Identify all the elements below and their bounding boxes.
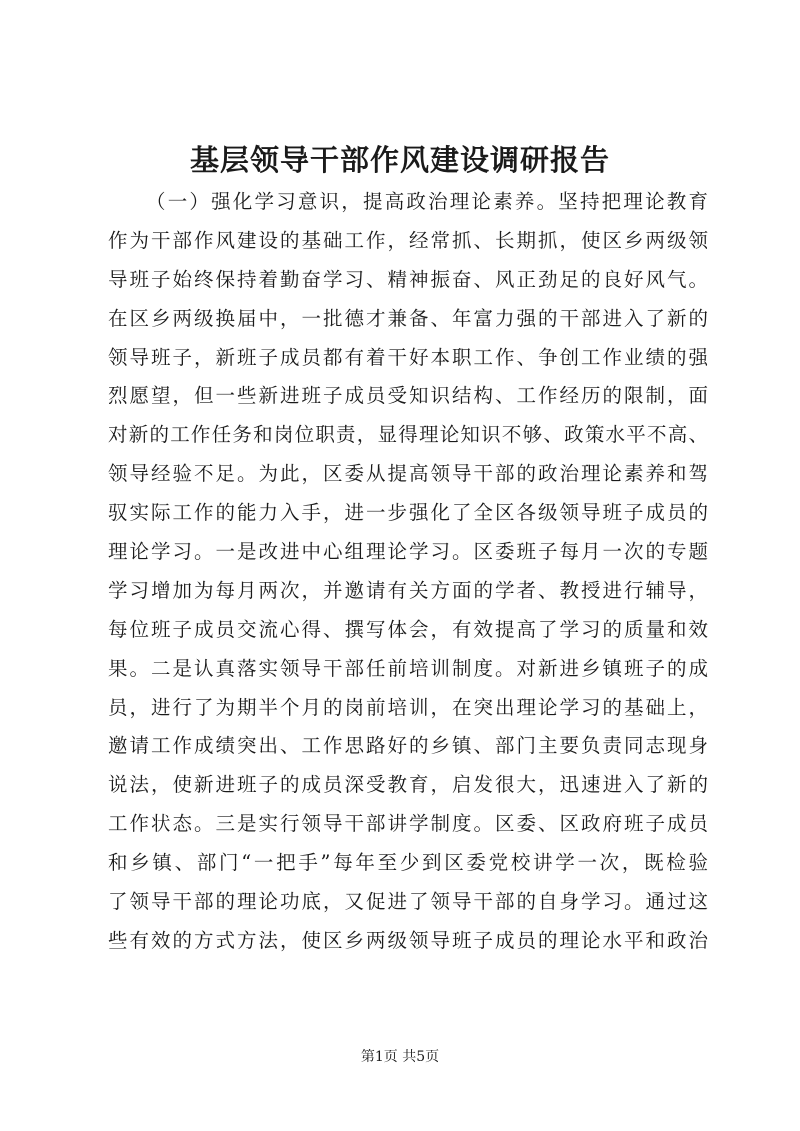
text-line: 烈愿望，但一些新进班子成员受知识结构、工作经历的限制，面 — [108, 384, 708, 408]
text-line: 学习增加为每月两次，并邀请有关方面的学者、教授进行辅导， — [108, 578, 708, 602]
document-title: 基层领导干部作风建设调研报告 — [189, 143, 610, 177]
text-line: 驭实际工作的能力入手，进一步强化了全区各级领导班子成员的 — [108, 501, 708, 525]
page-number-footer: 第1页 共5页 — [360, 1049, 440, 1065]
text-line: （一）强化学习意识，提高政治理论素养。坚持把理论教育 — [146, 190, 708, 213]
text-line: 和乡镇、部门“一把手”每年至少到区委党校讲学一次，既检验 — [108, 851, 708, 875]
text-line: 工作状态。三是实行领导干部讲学制度。区委、区政府班子成员 — [108, 812, 708, 836]
text-line: 领导经验不足。为此，区委从提高领导干部的政治理论素养和驾 — [108, 462, 708, 486]
text-line: 果。二是认真落实领导干部任前培训制度。对新进乡镇班子的成 — [108, 656, 708, 680]
text-line: 在区乡两级换届中，一批德才兼备、年富力强的干部进入了新的 — [108, 306, 708, 330]
text-line: 每位班子成员交流心得、撰写体会，有效提高了学习的质量和效 — [108, 617, 708, 641]
text-line: 了领导干部的理论功底，又促进了领导干部的自身学习。通过这 — [108, 890, 708, 914]
text-line: 邀请工作成绩突出、工作思路好的乡镇、部门主要负责同志现身 — [108, 734, 708, 758]
text-line: 些有效的方式方法，使区乡两级领导班子成员的理论水平和政治 — [108, 928, 708, 952]
text-line: 作为干部作风建设的基础工作，经常抓、长期抓，使区乡两级领 — [108, 228, 708, 252]
text-line: 对新的工作任务和岗位职责，显得理论知识不够、政策水平不高、 — [108, 423, 708, 447]
text-line: 理论学习。一是改进中心组理论学习。区委班子每月一次的专题 — [108, 540, 708, 564]
text-line: 领导班子，新班子成员都有着干好本职工作、争创工作业绩的强 — [108, 345, 708, 369]
body-paragraph — [108, 183, 708, 961]
text-line: 说法，使新进班子的成员深受教育，启发很大，迅速进入了新的 — [108, 773, 708, 797]
text-line: 导班子始终保持着勤奋学习、精神振奋、风正劲足的良好风气。 — [108, 267, 708, 291]
text-line: 员，进行了为期半个月的岗前培训，在突出理论学习的基础上， — [108, 695, 708, 719]
